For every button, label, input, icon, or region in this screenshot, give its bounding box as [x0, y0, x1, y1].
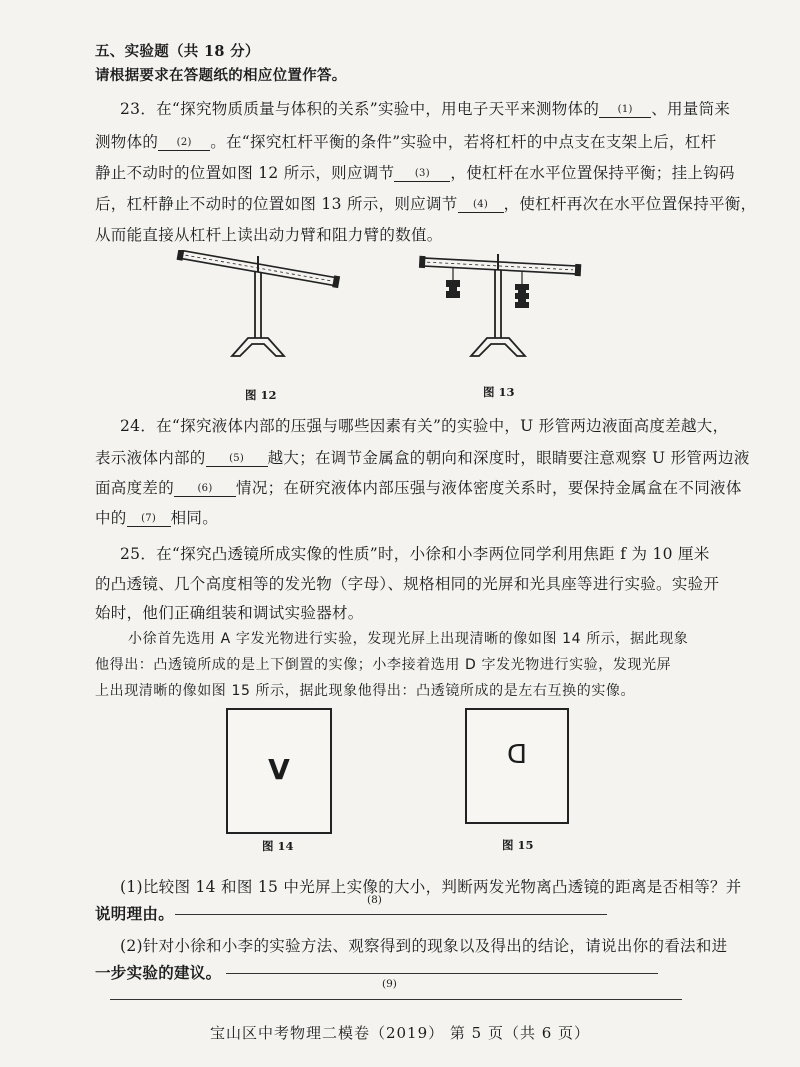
q25-line-3: 始时，他们正确组装和调试实验器材。: [95, 604, 364, 622]
q23-text: 后，杠杆静止不动时的位置如图 13 所示，则应调节: [95, 195, 458, 213]
q23-text: 测物体的: [95, 133, 159, 151]
answer-label-9: (9): [382, 978, 397, 990]
answer-blank-3: (3): [394, 167, 450, 182]
answer-label-8: (8): [367, 894, 382, 906]
q23-line-4: [95, 192, 756, 214]
q25-sub2-line-2: 一步实验的建议。: [95, 963, 222, 982]
answer-blank-1: (1): [599, 103, 651, 118]
figure-13-lever-weights: [415, 250, 585, 365]
figure-13-caption: 图 13: [483, 385, 515, 399]
answer-blank-5: (5): [206, 452, 268, 467]
screen-image-letter-14: V: [268, 753, 290, 786]
q23-text: 、用量筒来: [651, 100, 731, 118]
q25-sub2-line-1: (2)针对小徐和小李的实验方法、观察得到的现象以及得出的结论，请说出你的看法和进: [120, 937, 728, 955]
q23-line-1: [120, 97, 730, 119]
q24-text: 面高度差的: [95, 479, 175, 497]
figure-15-caption: 图 15: [502, 838, 534, 852]
q23-line-3: [95, 161, 735, 183]
section-instruction: 请根据要求在答题纸的相应位置作答。: [95, 67, 347, 84]
hooked-weights-left: [446, 268, 460, 298]
q23-text: 静止不动时的位置如图 12 所示，则应调节: [95, 164, 395, 182]
figure-12-lever-tilted: [170, 250, 350, 365]
answer-blank-4: (4): [458, 198, 504, 213]
q25-paragraph-line-2: 他得出：凸透镜所成的是上下倒置的实像；小李接着选用 D 字发光物进行实验，发现光屏: [95, 657, 672, 673]
q25-paragraph-line-1: 小徐首先选用 A 字发光物进行实验，发现光屏上出现清晰的像如图 14 所示，据此现象: [128, 631, 689, 647]
figure-15-light-screen: [465, 708, 569, 824]
q23-line-2: [95, 130, 716, 152]
q23-text: ，使杠杆再次在水平位置保持平衡，: [503, 195, 757, 213]
q24-text: 中的: [95, 509, 127, 527]
answer-blank-2: (2): [158, 136, 210, 151]
figure-14-caption: 图 14: [262, 839, 294, 853]
q24-text: 表示液体内部的: [95, 449, 206, 467]
q25-line-1: 25．在“探究凸透镜所成实像的性质”时，小徐和小李两位同学利用焦距 f 为 10 厘米: [120, 545, 710, 563]
answer-line-9b: [110, 999, 682, 1000]
q24-text: 越大；在调节金属盒的朝向和深度时，眼睛要注意观察 U 形管两边液: [267, 449, 750, 467]
figure-12-caption: 图 12: [245, 388, 277, 402]
hooked-weights-right: [515, 272, 529, 308]
q25-sub1-line-2: 说明理由。: [95, 904, 175, 923]
q25-paragraph-line-3: 上出现清晰的像如图 15 所示，据此现象他得出：凸透镜所成的是左右互换的实像。: [95, 683, 636, 699]
answer-line-9a: [226, 973, 658, 974]
answer-blank-6: (6): [174, 482, 236, 497]
q23-text: ，使杠杆在水平位置保持平衡；挂上钩码: [450, 164, 735, 182]
answer-blank-7: (7): [127, 512, 171, 527]
q24-text: 相同。: [170, 509, 219, 527]
screen-image-letter-15: D: [506, 740, 528, 770]
q25-sub1-line-1: (1)比较图 14 和图 15 中光屏上实像的大小，判断两发光物离凸透镜的距离是否相等？并: [120, 878, 742, 896]
q24-line-2: [95, 446, 750, 468]
q24-line-3: [95, 476, 742, 498]
q24-line-1: 24．在“探究液体内部的压强与哪些因素有关”的实验中，U 形管两边液面高度差越大，: [120, 417, 729, 435]
q24-text: 情况；在研究液体内部压强与液体密度关系时，要保持金属盒在不同液体: [236, 479, 742, 497]
q23-line-5: 从而能直接从杠杆上读出动力臂和阻力臂的数值。: [95, 226, 443, 244]
q24-line-4: [95, 506, 218, 528]
q25-line-2: 的凸透镜、几个高度相等的发光物（字母）、规格相同的光屏和光具座等进行实验。实验开: [95, 575, 720, 593]
q23-text: 。在“探究杠杆平衡的条件”实验中，若将杠杆的中点支在支架上后，杠杆: [210, 133, 717, 151]
figure-14-light-screen: [226, 708, 332, 834]
section-heading: 五、实验题（共 18 分）: [95, 43, 260, 60]
q23-text: 23．在“探究物质质量与体积的关系”实验中，用电子天平来测物体的: [120, 100, 600, 118]
page-footer: 宝山区中考物理二模卷（2019） 第 5 页（共 6 页）: [209, 1024, 591, 1042]
answer-line-8: [175, 914, 607, 915]
